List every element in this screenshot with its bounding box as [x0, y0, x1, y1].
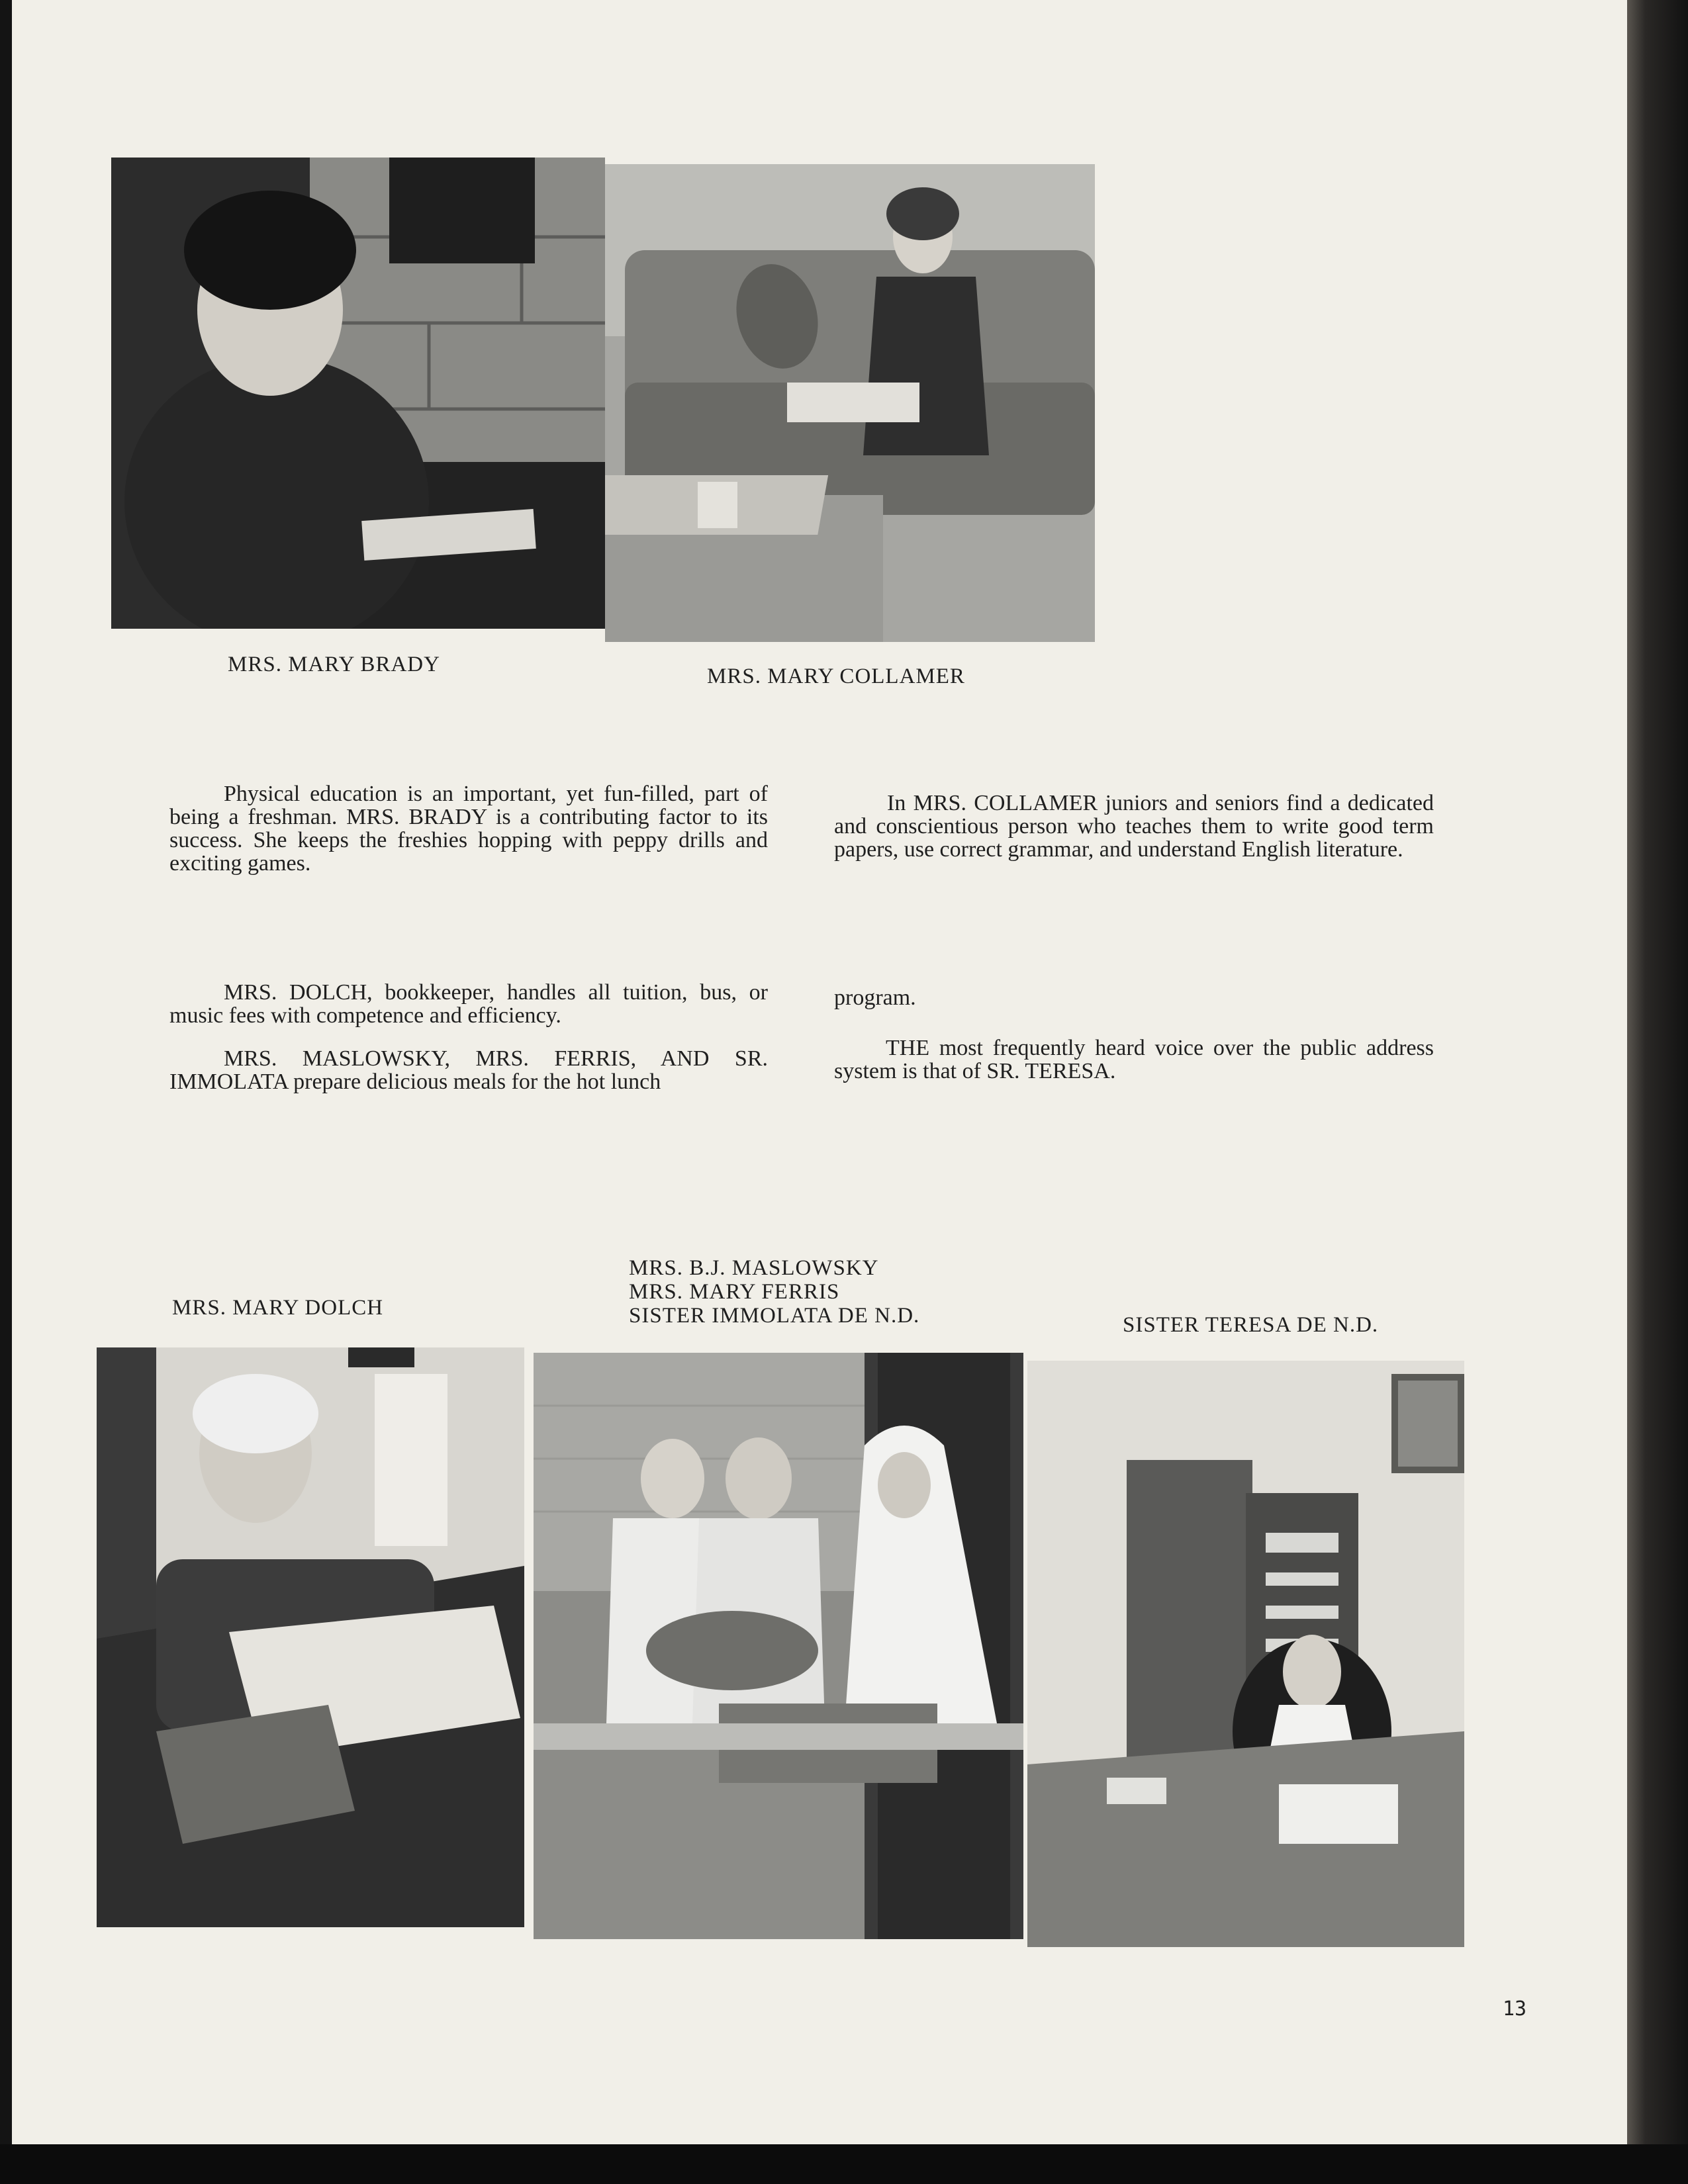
photo-mary-brady	[111, 158, 605, 629]
paragraph-lunch-end: program.	[834, 985, 916, 1010]
paragraph-collamer: In MRS. COLLAMER juniors and seniors find a dedicated and conscientious person who teaches them to write good term papers, use correct grammar, and understand English literature.	[834, 791, 1434, 862]
photo-mary-collamer	[605, 164, 1095, 642]
caption-kitchen-staff	[629, 1256, 919, 1328]
page-number: 13	[1503, 1997, 1527, 2021]
photo-mary-dolch	[97, 1347, 524, 1927]
caption-mary-collamer: MRS. MARY COLLAMER	[707, 664, 965, 688]
caption-maslowsky: MRS. B.J. MASLOWSKY	[629, 1256, 879, 1280]
caption-ferris: MRS. MARY FERRIS	[629, 1280, 840, 1304]
caption-sister-teresa: SISTER TERESA DE N.D.	[1123, 1313, 1379, 1337]
paragraph-brady: Physical education is an important, yet fun-filled, part of being a freshman. MRS. BRADY is a contributing factor to its success. She keeps the freshies hopping with peppy drills and exciting games.	[169, 782, 768, 876]
book-spine	[1627, 0, 1688, 2184]
paragraph-teresa: THE most frequently heard voice over the public address system is that of SR. TERESA.	[834, 1036, 1434, 1083]
paragraph-lunch-start: MRS. MASLOWSKY, MRS. FERRIS, AND SR. IMMOLATA prepare delicious meals for the hot lunch	[169, 1046, 768, 1094]
photo-sister-teresa	[1027, 1361, 1464, 1947]
caption-immolata: SISTER IMMOLATA DE N.D.	[629, 1304, 920, 1328]
scan-edge	[0, 2144, 1688, 2184]
photo-kitchen-staff	[534, 1353, 1023, 1939]
caption-mary-dolch: MRS. MARY DOLCH	[172, 1296, 384, 1320]
caption-mary-brady: MRS. MARY BRADY	[228, 653, 440, 676]
paragraph-dolch: MRS. DOLCH, bookkeeper, handles all tuition, bus, or music fees with competence and efficiency.	[169, 980, 768, 1028]
